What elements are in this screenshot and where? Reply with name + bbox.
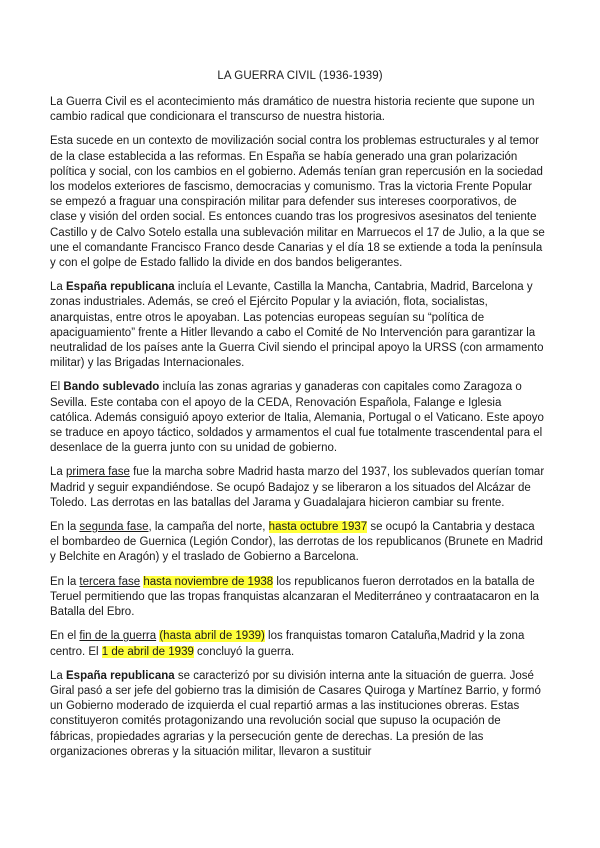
highlighted-date: (hasta abril de 1939) bbox=[159, 630, 265, 643]
text-run: los franquistas tomaron Cataluña,Madrid y la zona centro. El bbox=[50, 630, 525, 658]
paragraph-republican-spain bbox=[50, 280, 546, 371]
text-run: , la campaña del norte, bbox=[148, 521, 269, 534]
paragraph-rebel-side bbox=[50, 380, 546, 456]
text-run: El bbox=[50, 381, 64, 394]
text-run: En el bbox=[50, 630, 80, 643]
text-run: fue la marcha sobre Madrid hasta marzo del 1937, los sublevados querían tomar Madrid y seguir expandiéndose. Se ocupó Badajoz y se liberaron a los situados del Alcázar de Toledo. Las derrotas en las batallas del Jarama y Guadalajara hicieron cambiar su frente. bbox=[50, 466, 545, 509]
text-run: se caracterizó por su división interna ante la situación de guerra. José Giral pasó a ser jefe del gobierno tras la dimisión de Casares Quiroga y Martínez Barrio, y formó un Gobierno moderado de izquierda el cual repartió armas a las instituciones obreras. Estas constituyeron comités protagonizando una revolución social que supuso la ocupación de fábricas, propiedades agrarias y la persecución gente de derechas. La presión de las organizaciones obreras y la situación militar, llevaron a sustituir bbox=[50, 669, 541, 758]
text-run: La bbox=[50, 466, 66, 479]
highlighted-date: hasta octubre 1937 bbox=[268, 521, 368, 534]
paragraph-first-phase bbox=[50, 465, 546, 511]
underlined-term: primera fase bbox=[66, 466, 130, 479]
text-run: En la bbox=[50, 521, 80, 534]
text-run: incluía el Levante, Castilla la Mancha, Cantabria, Madrid, Barcelona y zonas industriales. Además, se creó el Ejército Popular y la aviación, flota, socialistas, anarquistas, entre otros le apoyaban. Las potencias europeas seguían su “política de apaciguamiento” frente a Hitler llevando a cabo el Comité de No Intervención para garantizar la neutralidad de los países ante la Guerra Civil siendo el principal apoyo la URSS (con armamento militar) y las Brigadas Internacionales. bbox=[50, 281, 544, 370]
bold-term: España republicana bbox=[66, 281, 175, 294]
paragraph-second-phase bbox=[50, 520, 546, 566]
page-title: LA GUERRA CIVIL (1936-1939) bbox=[217, 70, 383, 82]
document-body bbox=[50, 95, 546, 769]
text-run: concluyó la guerra. bbox=[193, 645, 295, 658]
text-run: La bbox=[50, 281, 66, 294]
underlined-term: tercera fase bbox=[79, 575, 141, 588]
paragraph-end-of-war bbox=[50, 629, 546, 659]
paragraph-context: Esta sucede en un contexto de movilización social contra los problemas estructurales y al temor de la clase establecida a las reformas. En España se había generado una gran polarización política y social, con los cambios en el gobierno. Además tenían gran repercusión en la sociedad los modelos exteriores de fascismo, democracias y comunismo. Tras la victoria Frente Popular se empezó a fraguar una conspiración militar para defender sus intereses coorporativos, de clase y visión del orden social. Es entonces cuando tras los progresivos asesinatos del teniente Castillo y de Calvo Sotelo estalla una sublevación militar en Marruecos el 17 de Julio, a la que se une el comandante Francisco Franco desde Canarias y el día 18 se extiende a toda la península y con el golpe de Estado fallido la divide en dos bandos beligerantes. bbox=[50, 135, 545, 270]
bold-term: Bando sublevado bbox=[63, 381, 160, 394]
text-run: La bbox=[50, 669, 66, 682]
highlighted-date: 1 de abril de 1939 bbox=[101, 645, 194, 658]
text-run: incluía las zonas agrarias y ganaderas con capitales como Zaragoza o Sevilla. Este contaba con el apoyo de la CEDA, Renovación Española, Falange e Iglesia católica. Además consiguió apoyo exterior de Italia, Alemania, Portugal o el Vaticano. Este apoyo se traduce en apoyo táctico, soldados y armamentos el cual fue totalmente trascendental para el desenlace de la guerra junto con su unidad de gobierno. bbox=[50, 381, 544, 455]
paragraph-intro: La Guerra Civil es el acontecimiento más dramático de nuestra historia reciente que supone un cambio radical que condicionara el transcurso de nuestra historia. bbox=[50, 96, 535, 124]
underlined-term: fin de la guerra bbox=[79, 630, 157, 643]
paragraph-republican-division bbox=[50, 669, 546, 760]
text-run: los republicanos fueron derrotados en la batalla de Teruel permitiendo que las tropas franquistas alcanzaran el Mediterráneo y contraatacaron en la Batalla del Ebro. bbox=[50, 575, 540, 619]
paragraph-third-phase bbox=[50, 575, 546, 621]
text-run: En la bbox=[50, 575, 80, 588]
highlighted-date: hasta noviembre de 1938 bbox=[143, 575, 274, 588]
text-run: se ocupó la Cantabria y destaca el bombardeo de Guernica (Legión Condor), las derrotas de los republicanos (Brunete en Madrid y Belchite en Aragón) y el traslado de Gobierno a Barcelona. bbox=[50, 521, 543, 564]
bold-term: España republicana bbox=[66, 669, 175, 682]
underlined-term: segunda fase bbox=[79, 521, 149, 534]
